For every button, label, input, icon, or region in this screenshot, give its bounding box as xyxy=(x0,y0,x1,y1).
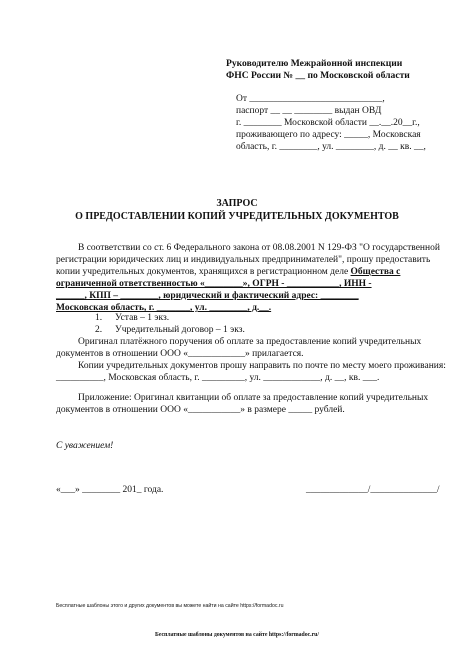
footer-bottom-note: Бесплатные шаблоны документов на сайте https://formadoc.ru/ xyxy=(155,632,319,638)
closing-signature: _____________/______________/ xyxy=(306,485,440,495)
addressee-line-2: ФНС России № __ по Московской области xyxy=(226,70,410,81)
footer-small-note: Бесплатные шаблоны этого и других документов вы можете найти на сайте https://formadoc.ru xyxy=(56,603,284,609)
body-p1-line-6: Московская область, г. _______, ул. ________, д.__. xyxy=(56,303,272,313)
sender-residing: проживающего по адресу: _____, Московская xyxy=(236,130,421,140)
title-line-2: О ПРЕДОСТАВЛЕНИИ КОПИЙ УЧРЕДИТЕЛЬНЫХ ДОКУМЕНТОВ xyxy=(75,211,399,222)
sender-passport: паспорт __ __ ________ выдан ОВД xyxy=(236,106,382,116)
body-p1-line-3-plain: копии учредительных документов, хранящихся в регистрационном деле xyxy=(56,267,351,277)
body-p2-line-1: Оригинал платёжного поручения об оплате за предоставление копий учредительных xyxy=(78,337,422,347)
attachment-1-number: 1. xyxy=(95,313,103,323)
addressee-line-1: Руководителю Межрайонной инспекции xyxy=(226,58,403,69)
body-p4-line-2: документов в отношении ООО «___________» в размере _____ рублей. xyxy=(56,405,345,415)
sender-from: От ____________________________, xyxy=(236,94,385,104)
body-p1-company-start: Общества с xyxy=(350,267,401,277)
body-p3-line-1: Копии учредительных документов прошу направить по почте по месту моего проживания: xyxy=(78,361,446,371)
body-p1-line-1: В соответствии со ст. 6 Федерального закона от 08.08.2001 N 129-ФЗ "О государственной xyxy=(78,243,440,253)
closing-date: «___» ________ 201_ года. xyxy=(56,485,164,495)
body-p1-line-5: ______, КПП – ________, юридический и фактический адрес: ________ xyxy=(56,291,359,301)
attachment-2-text: Учредительный договор – 1 экз. xyxy=(115,325,245,335)
body-p1-line-2: регистрации юридических лиц и индивидуальных предпринимателей", прошу предоставить xyxy=(56,255,431,265)
body-p1-line-4: ограниченной ответственностью «________», ОГРН - ___________, ИНН - xyxy=(56,279,372,289)
body-p3-line-2: __________, Московская область, г. _________, ул. ____________, д. __, кв. ___. xyxy=(56,373,380,383)
body-p4-line-1: Приложение: Оригинал квитанции об оплате за предоставление копий учредительных xyxy=(78,393,429,403)
sender-address: область, г. ________, ул. ________, д. __ кв. __, xyxy=(236,142,426,152)
body-p2-line-2: документов в отношении ООО «____________» прилагается. xyxy=(56,349,304,359)
attachment-1-text: Устав – 1 экз. xyxy=(115,313,170,323)
title-line-1: ЗАПРОС xyxy=(216,198,258,209)
closing-regards: С уважением! xyxy=(56,441,114,451)
sender-city: г. ________ Московской области __.__.20__г., xyxy=(236,118,420,128)
body-p1-line-3 xyxy=(56,267,400,277)
attachment-2-number: 2. xyxy=(95,325,103,335)
